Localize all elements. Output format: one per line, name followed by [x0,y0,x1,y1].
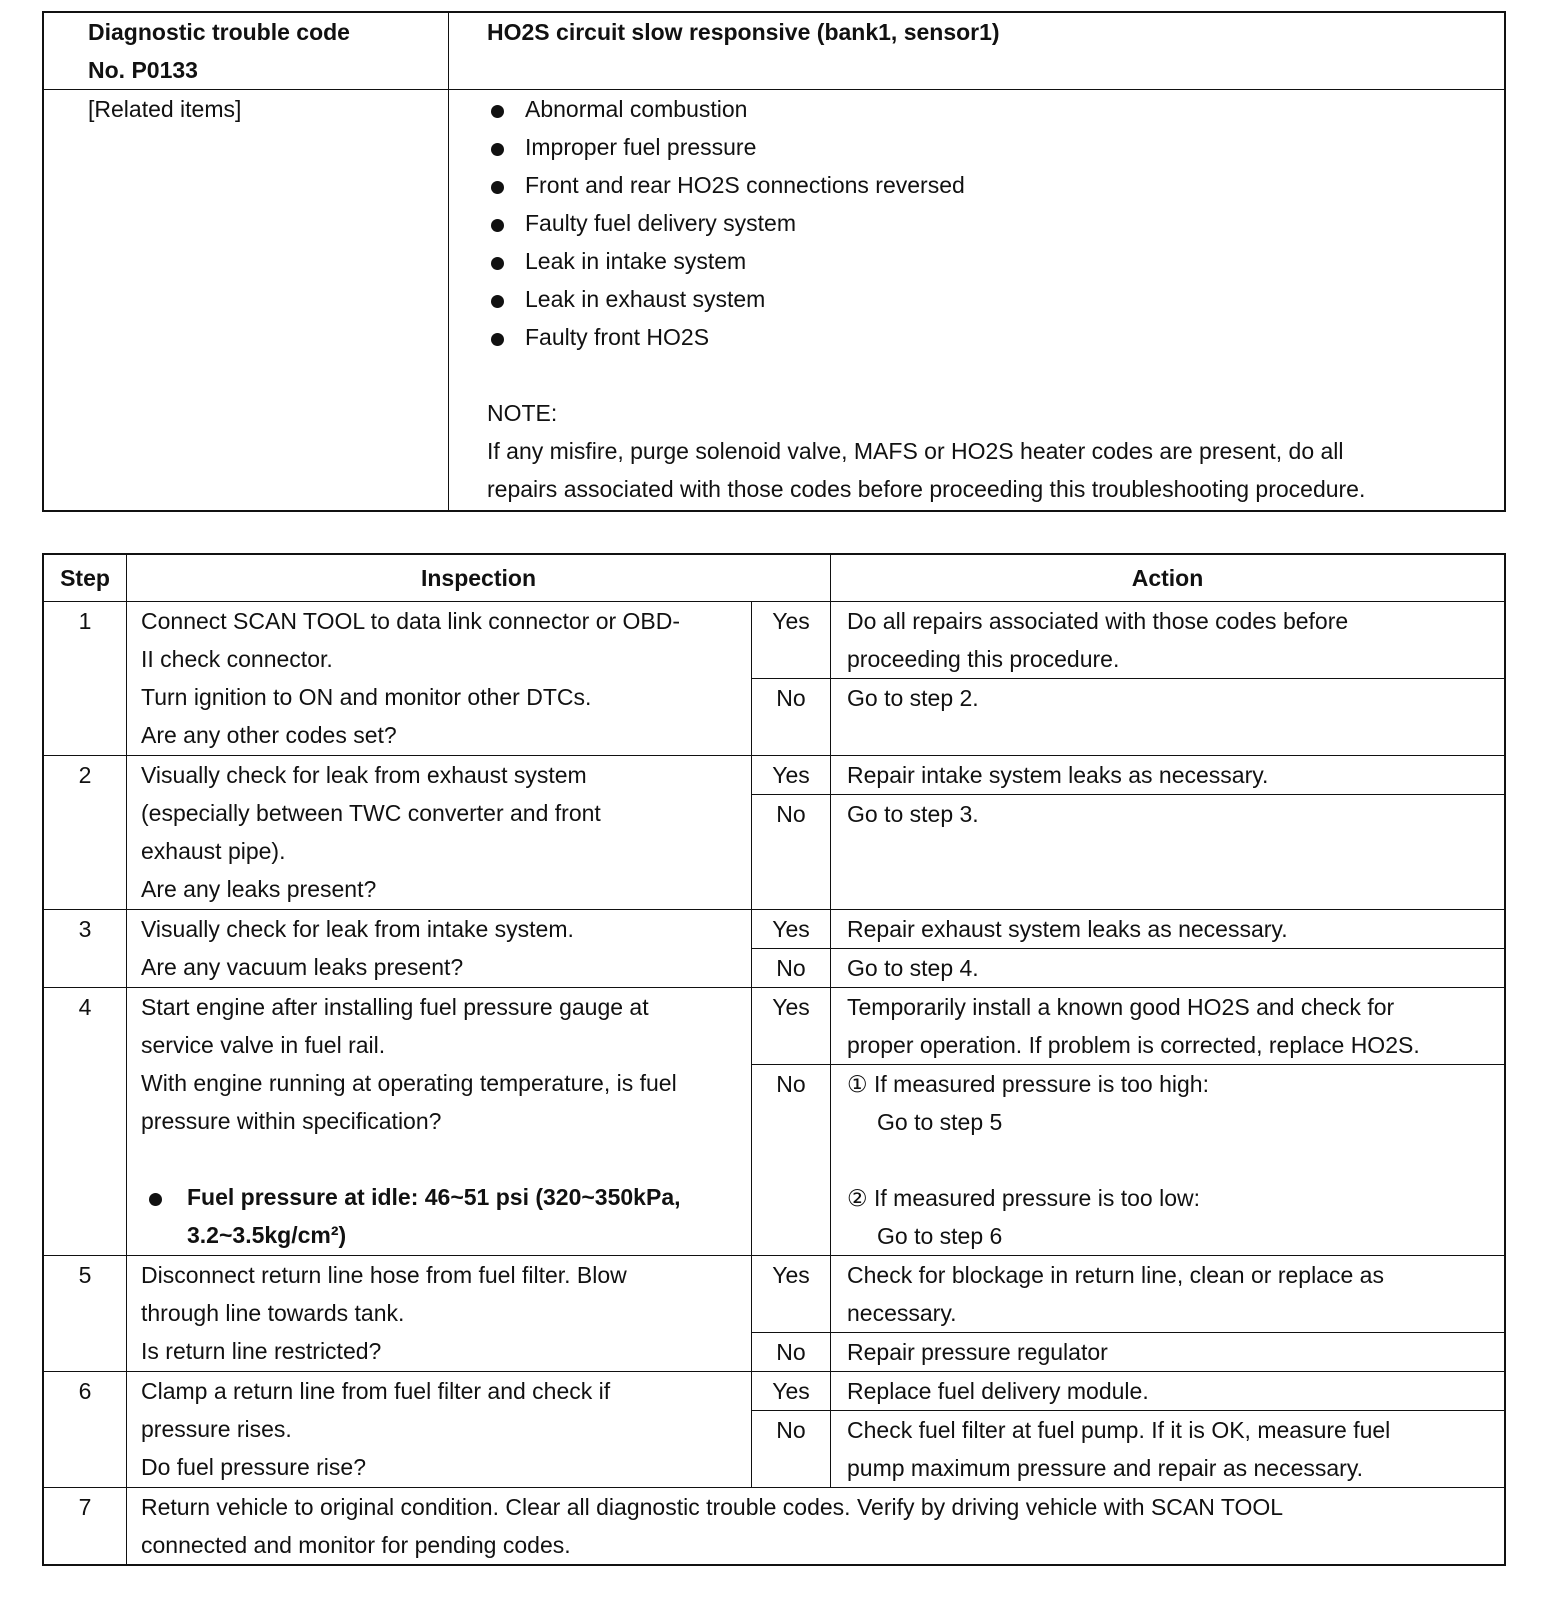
inspection-line: Is return line restricted? [141,1338,382,1364]
action-line: Do all repairs associated with those codes before [847,608,1349,634]
action-line: ① If measured pressure is too high: [847,1071,1209,1097]
inspection-line: Visually check for leak from intake system. [141,916,574,942]
step-number: 5 [43,1256,127,1372]
action-line: proceeding this procedure. [847,646,1120,672]
action-line: Repair exhaust system leaks as necessary. [847,916,1288,942]
inspection-line: II check connector. [141,646,333,672]
yes-action [831,1372,1506,1411]
no-action [831,1065,1506,1256]
step-inspection [127,1256,752,1372]
dtc-title: HO2S circuit slow responsive (bank1, sensor1) [449,12,1506,90]
related-item: Leak in intake system [487,242,1494,280]
yes-label: Yes [752,1372,831,1411]
action-line: Repair intake system leaks as necessary. [847,762,1269,788]
yes-label: Yes [752,602,831,679]
yes-label: Yes [752,756,831,795]
action-line: Repair pressure regulator [847,1339,1108,1365]
action-line: Go to step 5 [877,1109,1003,1135]
step-number: 2 [43,756,127,910]
related-item: Leak in exhaust system [487,280,1494,318]
related-item: Abnormal combustion [487,90,1494,128]
yes-label: Yes [752,988,831,1065]
related-items-list [487,90,1494,356]
inspection-line: Disconnect return line hose from fuel filter. Blow [141,1262,627,1288]
action-line: Check fuel filter at fuel pump. If it is OK, measure fuel [847,1417,1391,1443]
inspection-line: Connect SCAN TOOL to data link connector or OBD- [141,608,681,634]
col-header-action: Action [831,554,1506,602]
step-number: 3 [43,910,127,988]
inspection-line: service valve in fuel rail. [141,1032,386,1058]
final-line: Return vehicle to original condition. Clear all diagnostic trouble codes. Verify by driving vehicle with SCAN TOOL [141,1494,1284,1520]
action-line: Go to step 6 [877,1223,1003,1249]
no-action [831,1333,1506,1372]
troubleshooting-steps-table [42,553,1506,1566]
no-label: No [752,949,831,988]
action-line: necessary. [847,1300,957,1326]
no-label: No [752,1411,831,1488]
inspection-line: Turn ignition to ON and monitor other DTCs. [141,684,592,710]
action-line: Replace fuel delivery module. [847,1378,1149,1404]
related-item: Faulty fuel delivery system [487,204,1494,242]
inspection-line: pressure within specification? [141,1108,442,1134]
no-action [831,795,1506,910]
dtc-code-label: Diagnostic trouble code [88,19,350,45]
no-label: No [752,1333,831,1372]
inspection-line: Clamp a return line from fuel filter and check if [141,1378,611,1404]
no-action [831,949,1506,988]
yes-action [831,1256,1506,1333]
action-line: Temporarily install a known good HO2S and check for [847,994,1395,1020]
step-inspection [127,756,752,910]
dtc-code-cell [43,12,449,90]
no-action [831,1411,1506,1488]
inspection-line: Visually check for leak from exhaust system [141,762,587,788]
related-items-label: [Related items] [43,90,449,512]
yes-label: Yes [752,1256,831,1333]
yes-action [831,602,1506,679]
note-label: NOTE: [487,400,558,426]
dtc-header-table [42,11,1506,512]
action-line: Go to step 2. [847,685,979,711]
related-item: Front and rear HO2S connections reversed [487,166,1494,204]
step-inspection [127,602,752,756]
spec-line: 3.2~3.5kg/cm²) [187,1222,347,1248]
no-action [831,679,1506,756]
action-line: ② If measured pressure is too low: [847,1185,1200,1211]
inspection-line: Are any leaks present? [141,876,377,902]
spec-line: Fuel pressure at idle: 46~51 psi (320~350kPa, [187,1184,681,1210]
action-line: Go to step 3. [847,801,979,827]
no-label: No [752,1065,831,1256]
yes-label: Yes [752,910,831,949]
inspection-line: exhaust pipe). [141,838,286,864]
inspection-line: Are any other codes set? [141,722,397,748]
step-inspection [127,1372,752,1488]
inspection-line: With engine running at operating temperature, is fuel [141,1070,677,1096]
inspection-line: Are any vacuum leaks present? [141,954,464,980]
inspection-line: Do fuel pressure rise? [141,1454,366,1480]
related-items-cell [449,90,1506,512]
yes-action [831,988,1506,1065]
step-number: 1 [43,602,127,756]
inspection-line: Start engine after installing fuel pressure gauge at [141,994,649,1020]
final-line: connected and monitor for pending codes. [141,1532,571,1558]
step-number: 4 [43,988,127,1256]
no-label: No [752,679,831,756]
related-item: Improper fuel pressure [487,128,1494,166]
inspection-line: (especially between TWC converter and front [141,800,601,826]
col-header-step: Step [43,554,127,602]
action-line: Go to step 4. [847,955,979,981]
no-label: No [752,795,831,910]
yes-action [831,756,1506,795]
action-line: pump maximum pressure and repair as necessary. [847,1455,1364,1481]
action-line: proper operation. If problem is corrected, replace HO2S. [847,1032,1420,1058]
dtc-code-number: No. P0133 [88,57,198,83]
inspection-line: pressure rises. [141,1416,292,1442]
step-inspection [127,910,752,988]
step-number: 7 [43,1488,127,1566]
step-inspection [127,988,752,1256]
step-number: 6 [43,1372,127,1488]
note-text-line: repairs associated with those codes before proceeding this troubleshooting procedure. [487,476,1366,502]
related-item: Faulty front HO2S [487,318,1494,356]
action-line: Check for blockage in return line, clean or replace as [847,1262,1384,1288]
note-text-line: If any misfire, purge solenoid valve, MAFS or HO2S heater codes are present, do all [487,438,1344,464]
col-header-inspection: Inspection [127,554,831,602]
step-final-text [127,1488,1506,1566]
yes-action [831,910,1506,949]
inspection-line: through line towards tank. [141,1300,405,1326]
fuel-pressure-spec [141,1178,745,1254]
